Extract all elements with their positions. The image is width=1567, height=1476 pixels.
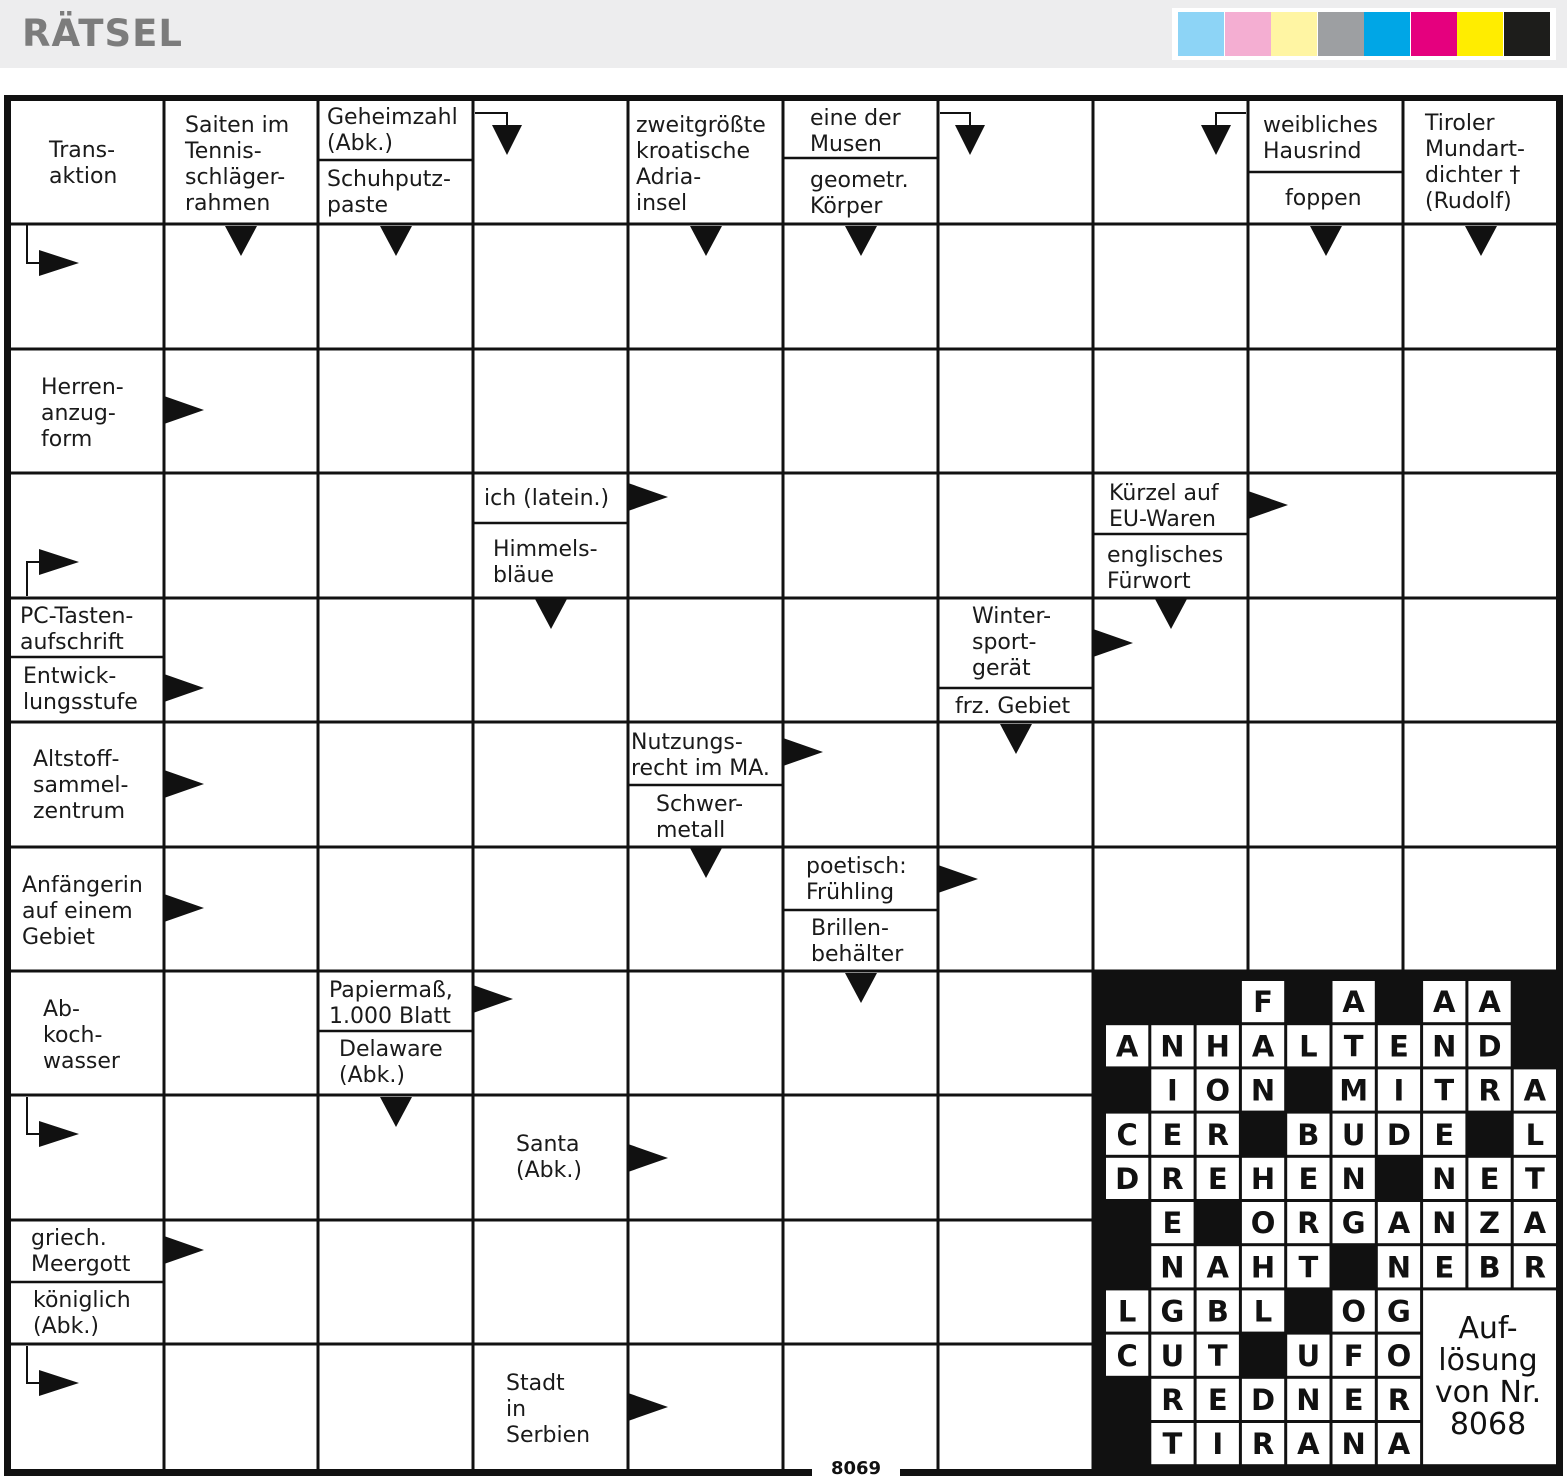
clue-text: frz. Gebiet [955,694,1071,719]
clue-text: Trans-aktion [49,138,118,189]
solution-letter: O [1386,1338,1412,1373]
solution-letter: I [1212,1427,1224,1462]
solution-letter: T [1162,1427,1183,1462]
clue-text: Herren-anzug-form [41,375,124,452]
clue-text: Geheimzahl (Abk.) [327,105,458,156]
solution-letter: N [1432,1206,1457,1241]
clue-text: weibliches Hausrind [1263,113,1378,164]
solution-letter: C [1116,1117,1138,1152]
solution-letter: U [1296,1338,1321,1373]
clue-text: Nutzungs-recht im MA. [631,730,770,781]
clue-text: Anfängerin auf einem Gebiet [22,873,143,950]
section-title: RÄTSEL [22,12,183,55]
clue-text: Tiroler Mundart-dichter † (Rudolf) [1425,111,1525,214]
clue-text: ich (latein.) [484,486,610,511]
solution-letter: A [1297,1427,1320,1462]
solution-letter: O [1250,1206,1276,1241]
clue-text: geometr. Körper [810,168,909,219]
clue-text: Schuhputz-paste [327,167,451,218]
solution-letter: E [1207,1383,1228,1417]
clue-text: englisches Fürwort [1107,543,1224,594]
solution-letter: F [1253,985,1273,1020]
solution-letter: N [1386,1250,1412,1285]
solution-letter: O [1205,1073,1231,1108]
solution-letter: E [1389,1029,1409,1064]
solution-letter: A [1387,1427,1411,1462]
solution-letter: E [1434,1117,1455,1152]
solution-letter: O [1341,1294,1366,1329]
solution-letter: A [1387,1206,1411,1241]
clue-text: Entwick-lungsstufe [23,664,138,715]
solution-letter: E [1479,1162,1500,1196]
solution-letter: M [1339,1073,1369,1108]
solution-letter: G [1160,1294,1185,1329]
clue-text: Ab-koch-wasser [43,997,120,1074]
solution-letter: F [1343,1338,1364,1373]
clue-text: Delaware (Abk.) [339,1037,443,1088]
solution-letter: T [1524,1162,1545,1196]
solution-letter: N [1160,1250,1185,1285]
clue-text: Santa (Abk.) [516,1132,582,1183]
solution-letter: Z [1479,1206,1501,1241]
clue-text: Schwer-metall [656,792,744,843]
solution-letter: L [1117,1294,1137,1329]
solution-letter: I [1393,1073,1405,1108]
solution-caption: Auf-lösung von Nr. 8068 [1434,1311,1542,1442]
solution-letter: D [1115,1162,1140,1196]
solution-letter: R [1478,1073,1501,1108]
solution-letter: D [1477,1029,1502,1064]
solution-letter: E [1207,1162,1228,1196]
solution-letter: H [1250,1250,1276,1285]
solution-letter: R [1161,1162,1184,1196]
solution-letter: L [1253,1294,1273,1329]
clue-text: zweitgrößte kroatische Adria-insel [636,113,766,216]
solution-letter: C [1116,1338,1138,1373]
clue-text: Altstoff-sammel-zentrum [33,747,129,824]
clue-text: Papiermaß, 1.000 Blatt [329,978,453,1029]
solution-letter: N [1432,1029,1457,1064]
solution-letter: A [1523,1073,1547,1108]
solution-letter: U [1160,1338,1185,1373]
clue-text: Winter-sport-gerät [972,604,1052,681]
solution-letter: A [1433,985,1456,1020]
solution-letter: T [1207,1338,1228,1373]
solution-letter: A [1206,1250,1229,1285]
solution-letter: L [1525,1117,1545,1152]
solution-letter: N [1250,1073,1276,1108]
solution-letter: E [1162,1206,1183,1241]
solution-letter: N [1432,1162,1457,1196]
solution-letter: A [1342,985,1365,1020]
solution-letter: H [1250,1162,1276,1196]
solution-letter: N [1341,1162,1366,1196]
solution-letter: N [1341,1427,1366,1462]
solution-letter: E [1298,1162,1319,1196]
solution-letter: R [1387,1383,1411,1417]
clue-text: Kürzel auf EU-Waren [1109,481,1219,532]
solution-letter: R [1206,1117,1229,1152]
puzzle-number: 8069 [830,1458,882,1476]
clue-text: poetisch: Frühling [806,854,907,905]
solution-letter: R [1161,1383,1184,1417]
solution-letter: T [1434,1073,1455,1108]
solution-letter: T [1298,1250,1319,1285]
clue-text: Himmels-bläue [493,537,598,588]
clue-text: foppen [1285,186,1362,211]
solution-letter: A [1251,1029,1275,1064]
solution-letter: A [1478,985,1501,1020]
solution-letter: H [1205,1029,1230,1064]
solution-letter: G [1387,1294,1411,1329]
solution-letter: U [1341,1117,1366,1152]
solution-letter: A [1523,1206,1547,1241]
solution-letter: D [1251,1383,1276,1417]
clue-text: Stadt in Serbien [506,1371,591,1448]
solution-letter: L [1299,1029,1318,1064]
clue-text: PC-Tasten-aufschrift [20,604,134,655]
solution-letter: B [1297,1117,1320,1152]
solution-letter: B [1478,1250,1501,1285]
solution-letter: T [1343,1029,1364,1064]
solution-letter: E [1434,1250,1455,1285]
clue-text: Brillen-behälter [811,916,904,967]
clue-text: griech. Meergott [31,1226,131,1277]
solution-letter: N [1160,1029,1185,1064]
solution-letter: I [1167,1073,1178,1108]
solution-letter: E [1343,1383,1364,1417]
solution-letter: A [1115,1029,1139,1064]
clue-text: Saiten im Tennis-schläger-rahmen [185,113,290,216]
solution-letter: D [1386,1117,1411,1152]
solution-letter: B [1206,1294,1229,1329]
clue-text: königlich (Abk.) [33,1288,131,1339]
solution-letter: E [1162,1117,1183,1152]
solution-letter: G [1341,1206,1366,1241]
solution-letter: R [1251,1427,1275,1462]
solution-letter: R [1297,1206,1320,1241]
solution-letter: R [1523,1250,1547,1285]
solution-letter: N [1296,1383,1321,1417]
clue-text: eine der Musen [810,106,901,157]
